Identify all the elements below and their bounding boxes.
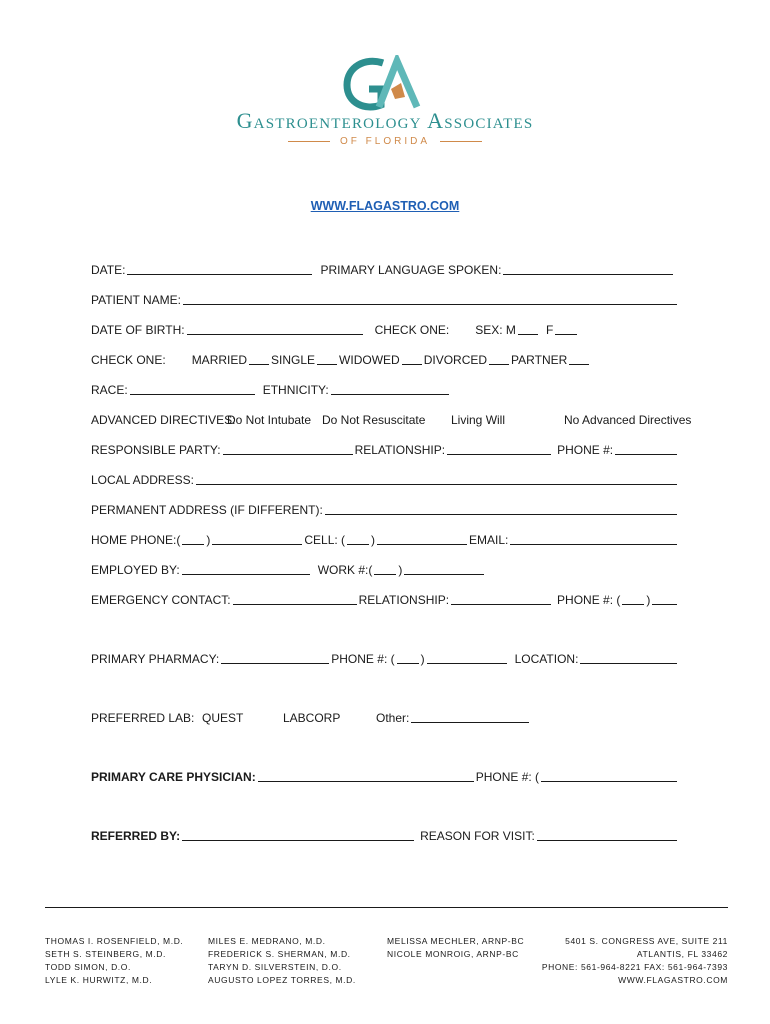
row-other-lab xyxy=(376,711,531,725)
partner-label: PARTNER xyxy=(511,353,568,367)
work-area-code-field[interactable] xyxy=(374,573,396,575)
referred-by-field[interactable] xyxy=(182,839,414,841)
physician-name: SETH S. STEINBERG, M.D. xyxy=(45,949,167,959)
phone-label: PHONE #: xyxy=(557,443,614,457)
reason-field[interactable] xyxy=(537,839,677,841)
sex-f-field[interactable] xyxy=(555,333,577,335)
em-relationship-field[interactable] xyxy=(451,603,551,605)
widowed-label: WIDOWED xyxy=(339,353,400,367)
physician-name: TODD SIMON, D.O. xyxy=(45,962,131,972)
employed-by-label: EMPLOYED BY: xyxy=(91,563,180,577)
adv-directives-label: ADVANCED DIRECTIVES: xyxy=(91,413,236,427)
patient-name-label: PATIENT NAME: xyxy=(91,293,182,307)
org-name: Gastroenterology Associates xyxy=(236,108,534,133)
check-one-label: CHECK ONE: xyxy=(374,323,450,337)
referred-by-label: REFERRED BY: xyxy=(91,829,181,843)
dob-field[interactable] xyxy=(187,333,363,335)
relationship-field[interactable] xyxy=(447,453,551,455)
org-subtitle xyxy=(0,136,770,147)
single-label: SINGLE xyxy=(271,353,316,367)
reason-label: REASON FOR VISIT: xyxy=(420,829,535,843)
pcp-phone-label: PHONE #: ( xyxy=(475,770,540,784)
row-marital xyxy=(91,353,679,367)
footer-divider xyxy=(45,907,728,908)
pcp-phone-field[interactable] xyxy=(541,780,677,782)
ethnicity-field[interactable] xyxy=(331,393,449,395)
employed-by-field[interactable] xyxy=(182,573,310,575)
row-pharmacy: PRIMARY PHARMACY: PHONE #: ( ) LOCATION: xyxy=(91,652,679,666)
row-date xyxy=(91,263,679,277)
permanent-address-field[interactable] xyxy=(325,513,677,515)
divider xyxy=(288,141,330,142)
sex-f-label: F xyxy=(545,323,554,337)
row-emergency: EMERGENCY CONTACT: RELATIONSHIP: PHONE #: ( ) xyxy=(91,593,679,607)
em-relationship-label: RELATIONSHIP: xyxy=(358,593,450,607)
footer-practitioners xyxy=(387,935,524,961)
physician-name: AUGUSTO LOPEZ TORRES, M.D. xyxy=(208,975,356,985)
cell-label: CELL: ( xyxy=(304,533,346,547)
relationship-label: RELATIONSHIP: xyxy=(354,443,446,457)
footer-city: ATLANTIS, FL 33462 xyxy=(636,949,728,959)
responsible-party-field[interactable] xyxy=(223,453,353,455)
divider xyxy=(440,141,482,142)
row-race xyxy=(91,383,679,397)
row-referred xyxy=(91,829,679,843)
website-link[interactable]: WWW.FLAGASTRO.COM xyxy=(310,199,460,213)
married-label: MARRIED xyxy=(191,353,248,367)
patient-name-field[interactable] xyxy=(183,303,677,305)
option-do-not-resuscitate[interactable]: Do Not Resuscitate xyxy=(322,413,426,427)
footer-physicians-1 xyxy=(45,935,183,987)
footer-contact xyxy=(542,935,728,987)
date-label: DATE: xyxy=(91,263,126,277)
practitioner-name: NICOLE MONROIG, ARNP-BC xyxy=(387,949,519,959)
option-quest[interactable]: QUEST xyxy=(202,711,244,725)
row-permanent-address xyxy=(91,503,679,517)
ph-phone-label: PHONE #: ( xyxy=(331,652,395,666)
location-field[interactable] xyxy=(580,662,677,664)
date-field[interactable] xyxy=(127,273,312,275)
cell-area-code-field[interactable] xyxy=(347,543,369,545)
pharmacy-label: PRIMARY PHARMACY: xyxy=(91,652,220,666)
local-address-label: LOCAL ADDRESS: xyxy=(91,473,194,487)
footer-phone-fax: PHONE: 561-964-8221 FAX: 561-964-7393 xyxy=(541,962,728,972)
physician-name: THOMAS I. ROSENFIELD, M.D. xyxy=(45,936,184,946)
option-no-adv-directives[interactable]: No Advanced Directives xyxy=(564,413,692,427)
pcp-label: PRIMARY CARE PHYSICIAN: xyxy=(91,770,256,784)
work-label: WORK #:( xyxy=(317,563,373,577)
physician-name: FREDERICK S. SHERMAN, M.D. xyxy=(208,949,351,959)
race-label: RACE: xyxy=(91,383,128,397)
dob-label: DATE OF BIRTH: xyxy=(91,323,185,337)
race-field[interactable] xyxy=(130,393,255,395)
phone-field[interactable] xyxy=(615,453,677,455)
email-field[interactable] xyxy=(510,543,677,545)
permanent-address-label: PERMANENT ADDRESS (IF DIFFERENT): xyxy=(91,503,323,517)
work-phone-field[interactable] xyxy=(404,573,484,575)
emergency-contact-field[interactable] xyxy=(233,603,357,605)
ethnicity-label: ETHNICITY: xyxy=(262,383,329,397)
divorced-label: DIVORCED xyxy=(423,353,488,367)
other-label: Other: xyxy=(376,711,410,725)
language-label: PRIMARY LANGUAGE SPOKEN: xyxy=(320,263,502,277)
location-label: LOCATION: xyxy=(514,652,579,666)
pharmacy-field[interactable] xyxy=(221,662,329,664)
home-area-code-field[interactable] xyxy=(182,543,204,545)
pcp-field[interactable] xyxy=(258,780,474,782)
physician-name: TARYN D. SILVERSTEIN, D.O. xyxy=(208,962,342,972)
home-phone-label: HOME PHONE:( xyxy=(91,533,181,547)
row-employed: EMPLOYED BY: WORK #:( ) xyxy=(91,563,679,577)
row-local-address xyxy=(91,473,679,487)
local-address-field[interactable] xyxy=(196,483,677,485)
responsible-party-label: RESPONSIBLE PARTY: xyxy=(91,443,221,457)
cell-field[interactable] xyxy=(377,543,467,545)
email-label: EMAIL: xyxy=(469,533,509,547)
sex-m-label: SEX: M xyxy=(475,323,516,337)
row-dob xyxy=(91,323,679,337)
row-patient-name xyxy=(91,293,679,307)
footer-website[interactable]: WWW.FLAGASTRO.COM xyxy=(618,975,728,985)
sex-m-field[interactable] xyxy=(518,333,538,335)
option-labcorp[interactable]: LABCORP xyxy=(283,711,341,725)
row-responsible-party xyxy=(91,443,679,457)
ph-phone-field[interactable] xyxy=(427,662,507,664)
partner-field[interactable] xyxy=(569,363,589,365)
em-phone-field[interactable] xyxy=(652,603,677,605)
option-do-not-intubate[interactable]: Do Not Intubate xyxy=(227,413,312,427)
other-field[interactable] xyxy=(411,721,529,723)
physician-name: MILES E. MEDRANO, M.D. xyxy=(208,936,326,946)
em-area-code-field[interactable] xyxy=(622,603,644,605)
practitioner-name: MELISSA MECHLER, ARNP-BC xyxy=(387,936,525,946)
married-field[interactable] xyxy=(249,363,269,365)
physician-name: LYLE K. HURWITZ, M.D. xyxy=(45,975,153,985)
single-field[interactable] xyxy=(317,363,337,365)
em-phone-label: PHONE #: ( xyxy=(557,593,621,607)
marital-label: CHECK ONE: xyxy=(91,353,166,367)
ga-monogram-icon xyxy=(335,55,435,115)
row-pcp xyxy=(91,770,679,784)
footer-address: 5401 S. CONGRESS AVE, SUITE 211 xyxy=(565,936,728,946)
option-living-will[interactable]: Living Will xyxy=(451,413,506,427)
org-sub-text: OF FLORIDA xyxy=(339,136,430,147)
language-field[interactable] xyxy=(503,273,673,275)
ph-area-code-field[interactable] xyxy=(397,662,419,664)
divorced-field[interactable] xyxy=(489,363,509,365)
emergency-contact-label: EMERGENCY CONTACT: xyxy=(91,593,231,607)
footer-physicians-2 xyxy=(208,935,356,987)
row-home-phone: HOME PHONE:( ) CELL: ( ) EMAIL: xyxy=(91,533,679,547)
home-phone-field[interactable] xyxy=(212,543,302,545)
widowed-field[interactable] xyxy=(402,363,422,365)
preferred-lab-label: PREFERRED LAB: xyxy=(91,711,195,725)
